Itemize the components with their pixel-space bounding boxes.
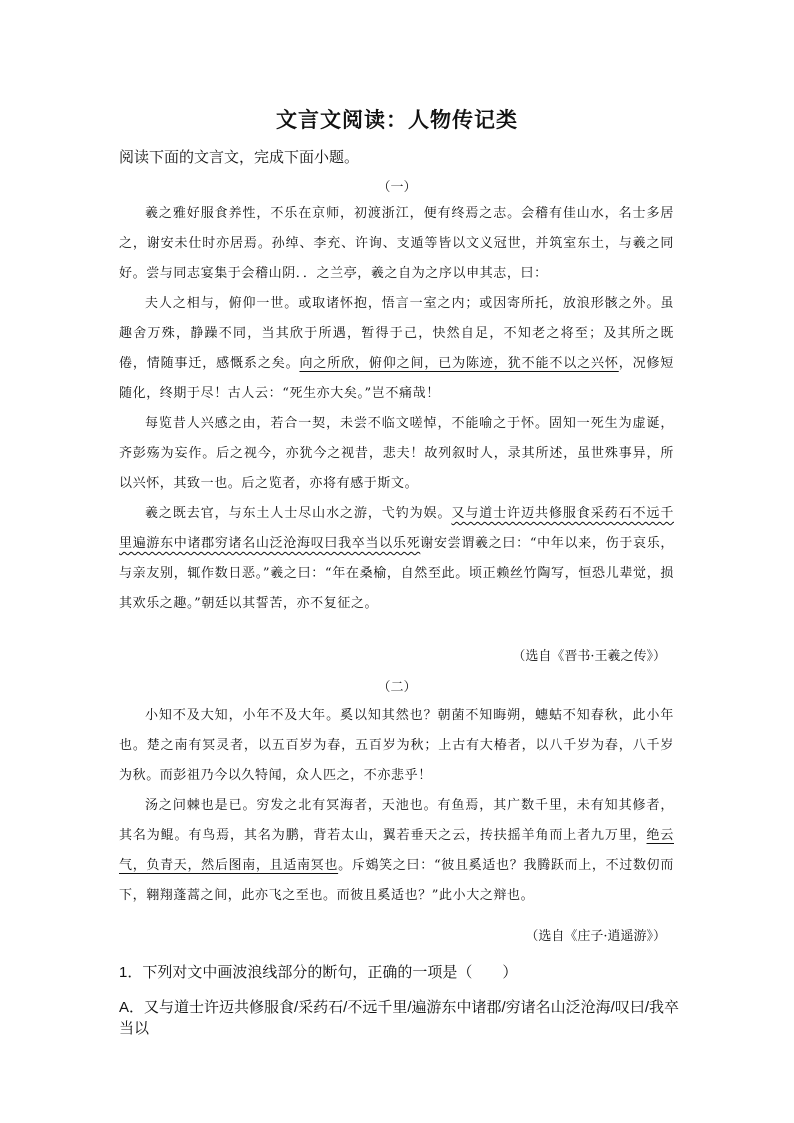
page-title: 文言文阅读：人物传记类 xyxy=(276,107,518,132)
source-citation-2: （选自《庄子·逍遥游》） xyxy=(525,929,666,944)
wavy-underlined-sentence: 又与道士许迈共修服食采药石不远千里遍游东中诸郡穷诸名山泛沧海叹曰我卒当以乐死 xyxy=(119,506,674,551)
underlined-sentence-2: 绝云气，负青天，然后图南，且适南冥也 xyxy=(119,828,674,873)
passage-1-paragraph-2-text-a: 夫人之相与，俯仰一世。或取诸怀抱，悟言一室之内；或因寄所托，放浪形骸之外。虽趣舍万殊，静躁不同，当其欣于所遇，暂得于己，快然自足，不知老之将至；及其所之既倦，情随事迁，感慨系之矣。 xyxy=(119,296,674,371)
passage-1-paragraph-1: 羲之雅好服食养性，不乐在京师，初渡浙江，便有终焉之志。会稽有佳山水，名士多居之，谢安未仕时亦居焉。孙绰、李充、许询、支遁等皆以文义冠世，并筑室东土，与羲之同好。尝与同志宴集于会稽山阴．．之兰亭，羲之自为之序以申其志，曰： xyxy=(119,206,674,281)
passage-2-paragraph-2-text-b: 。斥鴳笑之曰：“彼且奚适也？我腾跃而上，不过数仞而下，翱翔蓬蒿之间，此亦飞之至也。而彼且奚适也？”此小大之辩也。 xyxy=(119,858,674,903)
passage-1-paragraph-4 xyxy=(119,499,674,619)
underlined-sentence: 向之所欣，俯仰之间，已为陈迹，犹不能不以之兴怀 xyxy=(299,356,619,371)
source-citation-1: （选自《晋书·王羲之传》） xyxy=(512,649,666,664)
passage-1-paragraph-4-text-b: 谢安尝谓羲之曰：“中年以来，伤于哀乐，与亲友别，辄作数日恶。”羲之曰：“年在桑榆，自然至此。顷正赖丝竹陶写，恒恐儿辈觉，损其欢乐之趣。”朝廷以其誓苦，亦不复征之。 xyxy=(119,536,674,611)
instruction-text: 阅读下面的文言文，完成下面小题。 xyxy=(119,149,360,166)
question-1-option-a: A．又与道士许迈共修服食/采药石/不远千里/遍游东中诸郡/穷诸名山泛沧海/叹曰/我卒当以 xyxy=(119,999,680,1037)
passage-1-paragraph-2-text-b: ，况修短随化，终期于尽！古人云：“死生亦大矣。”岂不痛哉！ xyxy=(119,356,674,401)
passage-2-paragraph-2-text-a: 汤之问棘也是已。穷发之北有冥海者，天池也。有鱼焉，其广数千里，未有知其修者，其名为鲲。有鸟焉，其名为鹏，背若太山，翼若垂天之云，抟扶摇羊角而上者九万里， xyxy=(119,798,674,843)
passage-2-paragraph-1: 小知不及大知，小年不及大年。奚以知其然也？朝菌不知晦朔，蟪蛄不知春秋，此小年也。楚之南有冥灵者，以五百岁为春，五百岁为秋；上古有大椿者，以八千岁为春，八千岁为秋。而彭祖乃今以久特闻，众人匹之，不亦悲乎！ xyxy=(119,708,674,783)
passage-1-paragraph-3: 每览昔人兴感之由，若合一契，未尝不临文嗟悼，不能喻之于怀。固知一死生为虚诞，齐彭殇为妄作。后之视今，亦犹今之视昔，悲夫！故列叙时人，录其所述，虽世殊事异，所以兴怀，其致一也。后之览者，亦将有感于斯文。 xyxy=(119,416,674,491)
passage-2-paragraph-2 xyxy=(119,791,674,911)
section-heading-2: （二） xyxy=(377,680,417,695)
passage-2-body xyxy=(119,701,674,911)
passage-1-paragraph-2 xyxy=(119,289,674,409)
section-heading-1: （一） xyxy=(377,180,417,195)
passage-1-paragraph-4-text-a: 羲之既去官，与东土人士尽山水之游，弋钓为娱。 xyxy=(145,506,452,521)
passage-1-body xyxy=(119,199,674,619)
question-1-stem: 1．下列对文中画波浪线部分的断句，正确的一项是（ ） xyxy=(119,964,518,981)
